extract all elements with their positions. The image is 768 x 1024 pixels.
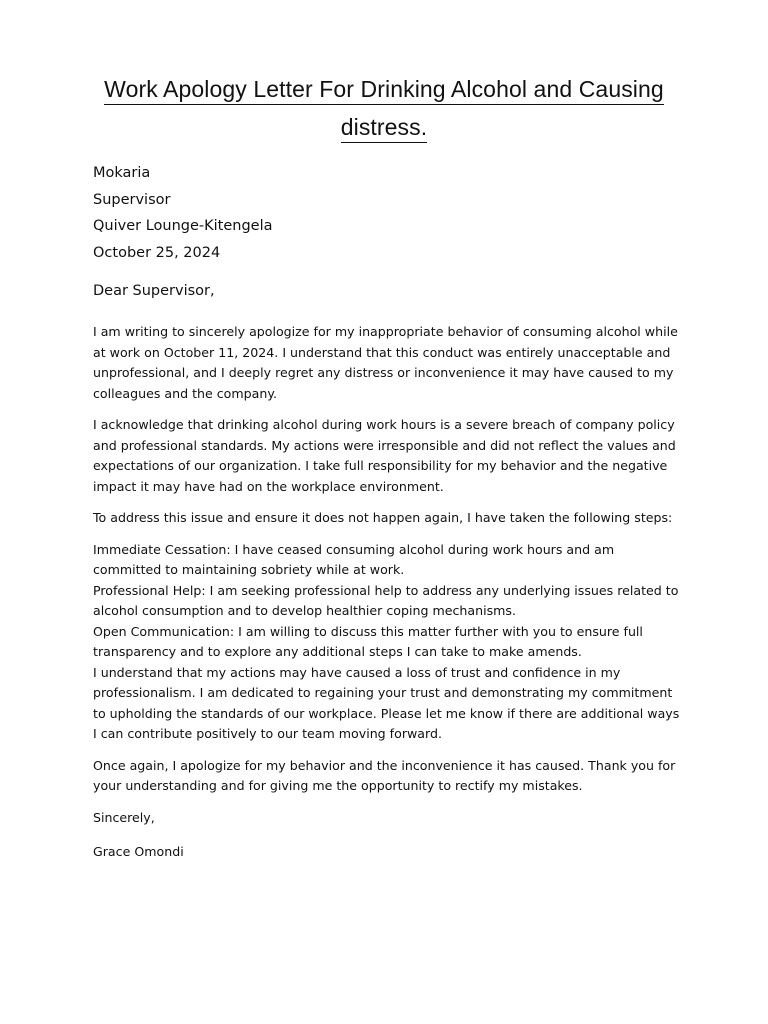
- letter-date: October 25, 2024: [93, 244, 221, 261]
- title-line-2: distress.: [341, 112, 428, 143]
- letter-title: [60, 74, 708, 143]
- salutation: Dear Supervisor,: [93, 283, 215, 299]
- recipient-company: Quiver Lounge-Kitengela: [93, 218, 273, 234]
- paragraph-final-apology: Once again, I apologize for my behavior and the inconvenience it has caused. Thank you for your understanding and for giving me the opportunity to rectify my mistakes.: [93, 757, 676, 793]
- recipient-name: Mokaria: [93, 165, 151, 181]
- paragraph-trust: I understand that my actions may have caused a loss of trust and confidence in my professionalism. I am dedicated to regaining your trust and demonstrating my commitment to upholding the standards of our workplace. Please let me know if there are additional ways I can contribute positively to our team moving forward.: [93, 664, 680, 741]
- recipient-role: Supervisor: [93, 191, 171, 208]
- closing: Sincerely,: [93, 809, 155, 825]
- paragraph-apology: I am writing to sincerely apologize for my inappropriate behavior of consuming alcohol while at work on October 11, 2024. I understand that this conduct was entirely unacceptable and unprofessional, and I deeply regret any distress or inconvenience it may have caused to my colleagues and the company.: [93, 324, 678, 401]
- paragraph-acknowledgement: I acknowledge that drinking alcohol during work hours is a severe breach of company policy and professional standards. My actions were irresponsible and did not reflect the values and expectations of our organization. I take full responsibility for my behavior and the negative impact it may have had on the workplace environment.: [93, 417, 676, 494]
- title-line-1: Work Apology Letter For Drinking Alcohol and Causing: [104, 74, 664, 105]
- steps-list: [93, 540, 683, 745]
- step-immediate-cessation: Immediate Cessation: I have ceased consuming alcohol during work hours and am committed to maintaining sobriety while at work.: [93, 541, 615, 577]
- step-professional-help: Professional Help: I am seeking professional help to address any underlying issues related to alcohol consumption and to develop healthier coping mechanisms.: [93, 582, 679, 618]
- letter-body: [93, 322, 683, 863]
- step-open-communication: Open Communication: I am willing to discuss this matter further with you to ensure full transparency and to explore any additional steps I can take to make amends.: [93, 623, 643, 659]
- signature: Grace Omondi: [93, 844, 184, 859]
- recipient-block: [93, 160, 273, 266]
- paragraph-steps-intro: To address this issue and ensure it does not happen again, I have taken the following steps:: [93, 510, 673, 525]
